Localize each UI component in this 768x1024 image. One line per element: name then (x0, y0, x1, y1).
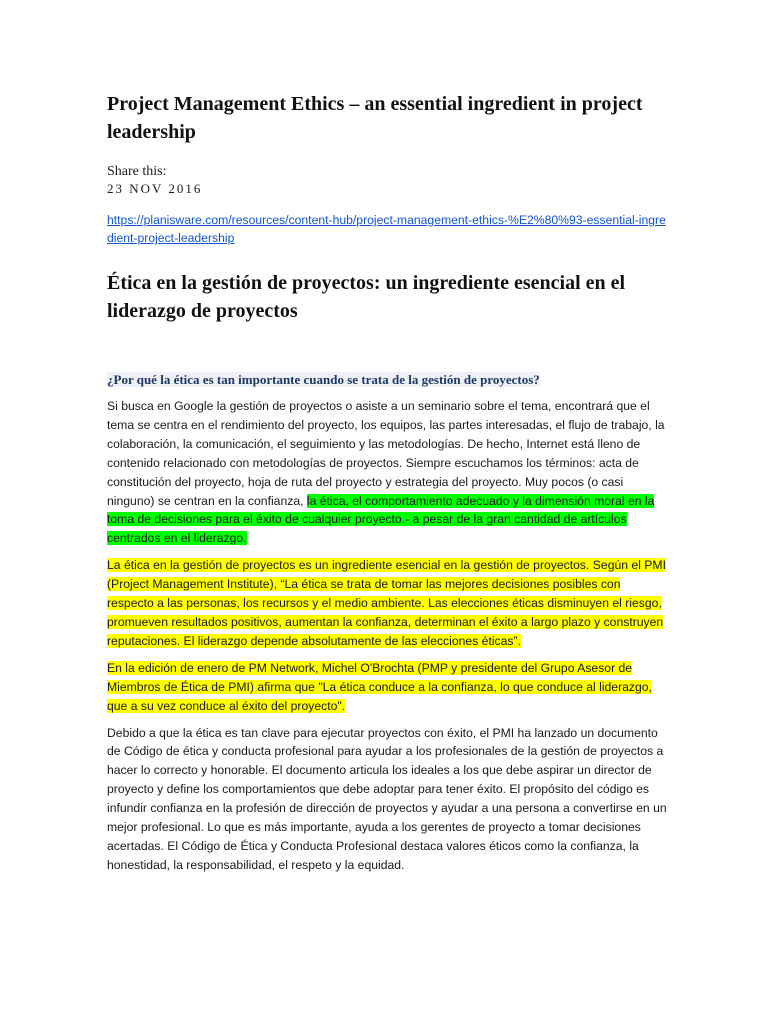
paragraph-1 (107, 397, 667, 548)
paragraph-2 (107, 556, 667, 651)
paragraph-1-text: Si busca en Google la gestión de proyectos o asiste a un seminario sobre el tema, encontrará que el tema se centra en el rendimiento del proyecto, los equipos, las partes interesadas, el flujo de trabajo, la colaboración, la comunicación, el seguimiento y las metodologías. De hecho, Internet está lleno de contenido relacionado con metodologías de proyectos. Siempre escuchamos los términos: acta de constitución del proyecto, hoja de ruta del proyecto y estrategia del proyecto. Muy pocos (o casi ninguno) se centran en la confianza, (107, 399, 665, 508)
source-link[interactable]: https://planisware.com/resources/content-hub/project-management-ethics-%E2%80%93-essential-ingredient-project-leadership (107, 213, 666, 245)
paragraph-3 (107, 659, 667, 716)
section-heading-text: ¿Por qué la ética es tan importante cuando se trata de la gestión de proyectos? (107, 372, 540, 387)
section-heading (107, 371, 667, 389)
paragraph-2-highlight: La ética en la gestión de proyectos es un ingrediente esencial en la gestión de proyectos. Según el PMI (Project Management Institute), “La ética se trata de tomar las mejores decisiones posibles con respecto a las personas, los recursos y el medio ambiente. Las elecciones éticas disminuyen el riesgo, promueven resultados positivos, aumentan la confianza, determinan el éxito a largo plazo y construyen reputaciones. El liderazgo depende absolutamente de las elecciones éticas”. (107, 558, 666, 648)
spanish-title: Ética en la gestión de proyectos: un ingrediente esencial en el liderazgo de proyectos (107, 272, 626, 322)
document-content (107, 90, 667, 883)
paragraph-3-highlight: En la edición de enero de PM Network, Michel O'Brochta (PMP y presidente del Grupo Asesor de Miembros de Ética de PMI) afirma que "La ética conduce a la confianza, lo que conduce al liderazgo, que a su vez conduce al éxito del proyecto". (107, 660, 652, 713)
share-label: Share this: (107, 164, 167, 179)
paragraph-4: Debido a que la ética es tan clave para ejecutar proyectos con éxito, el PMI ha lanzado un documento de Código de ética y conducta profesional para ayudar a los profesionales de la gestión de proyectos a hacer lo correcto y honorable. El documento articula los ideales a los que debe aspirar un director de proyecto y define los comportamientos que debe adoptar para tener éxito. El propósito del código es infundir confianza en la profesión de dirección de proyectos y ayudar a una persona a convertirse en un mejor profesional. Lo que es más importante, ayuda a los gerentes de proyecto a tomar decisiones acertadas. El Código de Ética y Conducta Profesional destaca valores éticos como la confianza, la honestidad, la responsabilidad, el respeto y la equidad. (107, 725, 667, 872)
publish-date: 23 NOV 2016 (107, 181, 203, 196)
article-title: Project Management Ethics – an essential ingredient in project leadership (107, 93, 643, 143)
paragraph-1-highlight: la ética, el comportamiento adecuado y la dimensión moral en la toma de decisiones para el éxito de cualquier proyecto.- a pesar de la gran cantidad de artículos centrados en el liderazgo. (107, 493, 655, 546)
